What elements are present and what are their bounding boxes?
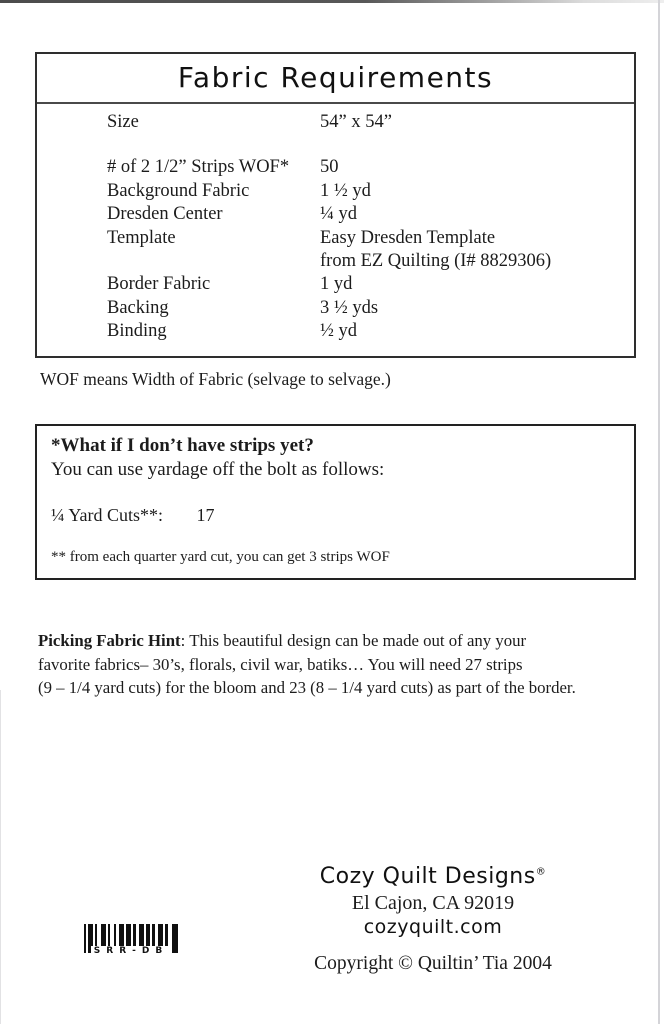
hint-line-1 bbox=[38, 629, 646, 653]
row-label: Dresden Center bbox=[107, 204, 223, 225]
table-row bbox=[107, 112, 634, 135]
scan-artifact-top-edge bbox=[0, 0, 664, 3]
hint-lead: Picking Fabric Hint bbox=[38, 631, 181, 650]
row-value: 3 ½ yds bbox=[320, 297, 379, 318]
row-value: ½ yd bbox=[320, 321, 357, 342]
fabric-requirements-title: Fabric Requirements bbox=[37, 54, 634, 104]
table-row bbox=[107, 274, 634, 297]
row-label: Size bbox=[107, 112, 139, 132]
table-row bbox=[107, 228, 634, 251]
publisher-block bbox=[233, 864, 633, 975]
brand-address: El Cajon, CA 92019 bbox=[351, 892, 515, 914]
barcode bbox=[84, 924, 178, 956]
row-value: Easy Dresden Template bbox=[320, 227, 496, 248]
table-row bbox=[107, 298, 634, 321]
fabric-requirements-box bbox=[35, 52, 636, 358]
row-label: Border Fabric bbox=[107, 274, 211, 295]
brand-name-text: Cozy Quilt Designs bbox=[319, 864, 536, 889]
table-row bbox=[107, 181, 634, 204]
barcode-text: SRR-DB bbox=[91, 946, 171, 956]
scan-artifact-left-edge bbox=[0, 690, 1, 1024]
table-row bbox=[107, 204, 634, 227]
brand-name bbox=[233, 864, 633, 889]
hint-line-2: favorite fabrics– 30’s, florals, civil war, batiks… You will need 27 strips bbox=[38, 654, 523, 674]
table-row bbox=[107, 321, 634, 344]
registered-trademark-mark: ® bbox=[535, 866, 547, 878]
fabric-requirements-table bbox=[37, 104, 634, 345]
quarter-yard-cuts-row bbox=[51, 505, 618, 526]
wof-footnote: WOF means Width of Fabric (selvage to selvage.) bbox=[40, 369, 391, 389]
strips-box-subheading: You can use yardage off the bolt as follows: bbox=[51, 459, 385, 480]
row-label: Backing bbox=[107, 297, 169, 318]
row-value: 50 bbox=[320, 157, 339, 178]
row-value: 1 ½ yd bbox=[320, 180, 371, 201]
row-label bbox=[107, 251, 320, 274]
row-label: Template bbox=[107, 227, 176, 248]
picking-fabric-hint bbox=[38, 629, 646, 700]
cuts-value: 17 bbox=[196, 505, 215, 525]
strips-box-heading: *What if I don’t have strips yet? bbox=[51, 435, 314, 456]
scan-artifact-right-edge bbox=[658, 0, 660, 1024]
table-row bbox=[107, 251, 634, 274]
row-value: 1 yd bbox=[320, 274, 353, 295]
cuts-label: ¼ Yard Cuts**: bbox=[51, 505, 164, 525]
hint-line-3: (9 – 1/4 yard cuts) for the bloom and 23 (8 – 1/4 yard cuts) as part of the border. bbox=[38, 678, 576, 697]
table-row bbox=[107, 157, 634, 180]
copyright-line: Copyright © Quiltin’ Tia 2004 bbox=[314, 953, 552, 974]
row-label: Background Fabric bbox=[107, 180, 250, 201]
row-value: from EZ Quilting (I# 8829306) bbox=[320, 250, 552, 271]
brand-website: cozyquilt.com bbox=[363, 916, 503, 938]
row-label: # of 2 1/2” Strips WOF* bbox=[107, 157, 290, 178]
row-value: ¼ yd bbox=[320, 204, 357, 225]
row-value: 54” x 54” bbox=[320, 112, 392, 132]
hint-line-1-text: : This beautiful design can be made out of any your bbox=[180, 631, 527, 650]
strips-box-footnote: ** from each quarter yard cut, you can get 3 strips WOF bbox=[51, 549, 390, 565]
row-label: Binding bbox=[107, 321, 167, 342]
strips-question-box bbox=[35, 424, 636, 580]
